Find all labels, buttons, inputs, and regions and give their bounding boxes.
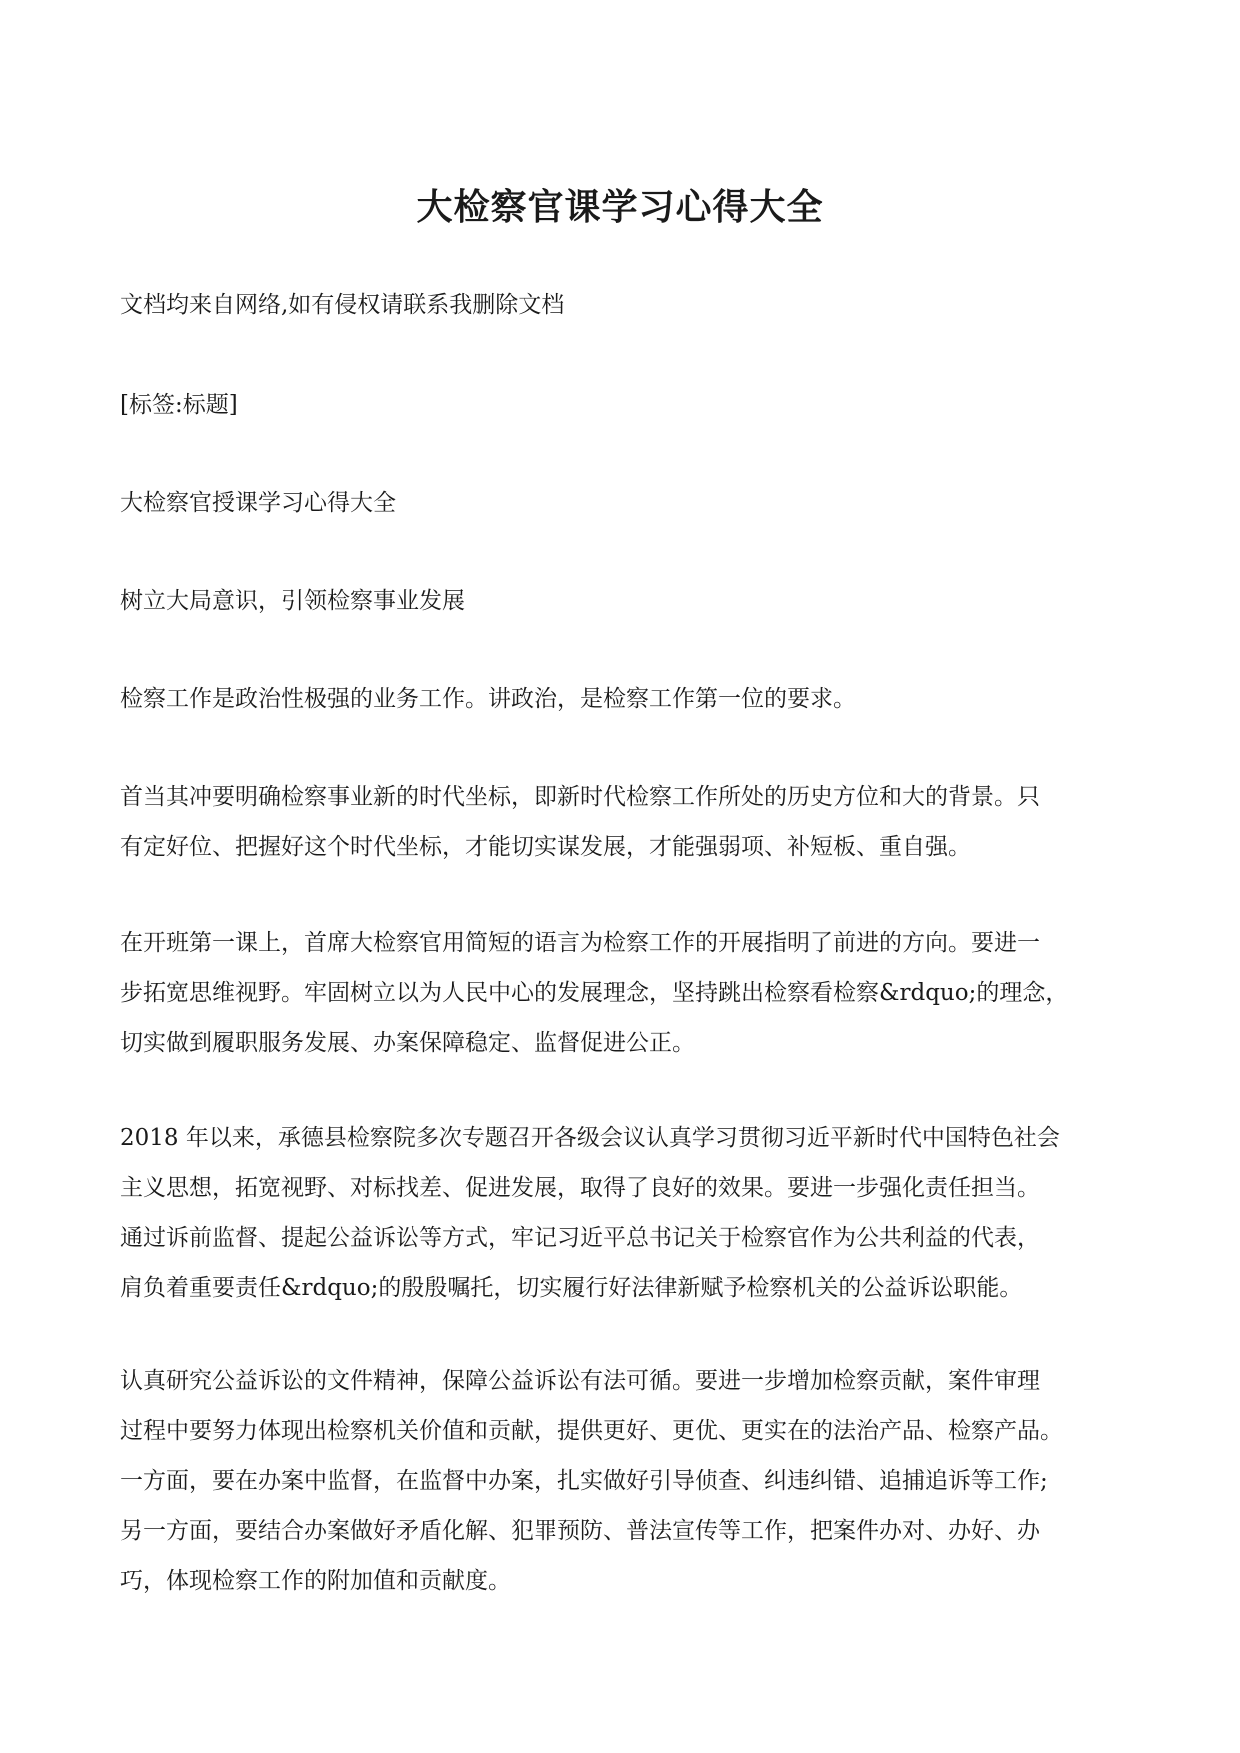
body-paragraph: 在开班第一课上，首席大检察官用简短的语言为检察工作的开展指明了前进的方向。要进一 步拓宽思维视野。牢固树立以为人民中心的发展理念，坚持跳出检察看检察&rdquo;的理念， 切实做到履职服务发展、办案保障稳定、监督促进公正。 [120,930,1069,1056]
subtitle-paragraph: 大检察官授课学习心得大全 [120,490,396,516]
document-title: 大检察官课学习心得大全 [416,186,824,229]
body-paragraph: 首当其冲要明确检察事业新的时代坐标，即新时代检察工作所处的历史方位和大的背景。只 有定好位、把握好这个时代坐标，才能切实谋发展，才能强弱项、补短板、重自强。 [120,784,1040,860]
disclaimer-paragraph: 文档均来自网络,如有侵权请联系我删除文档 [120,292,565,318]
section-heading-paragraph: 树立大局意识，引领检察事业发展 [120,588,465,614]
body-paragraph: 认真研究公益诉讼的文件精神，保障公益诉讼有法可循。要进一步增加检察贡献，案件审理 过程中要努力体现出检察机关价值和贡献，提供更好、更优、更实在的法治产品、检察产品。 一方面，要在办案中监督，在监督中办案，扎实做好引导侦查、纠违纠错、追捕追诉等工作; 另一方面，要结合办案做好矛盾化解、犯罪预防、普法宣传等工作，把案件办对、办好、办 巧，体现检察工作的附加值和贡献度。 [120,1368,1063,1594]
body-paragraph: 2018 年以来，承德县检察院多次专题召开各级会议认真学习贯彻习近平新时代中国特色社会 主义思想，拓宽视野、对标找差、促进发展，取得了良好的效果。要进一步强化责任担当。 通过诉前监督、提起公益诉讼等方式，牢记习近平总书记关于检察官作为公共利益的代表， 肩负着重要责任&rdquo;的殷殷嘱托，切实履行好法律新赋予检察机关的公益诉讼职能。 [120,1125,1060,1301]
tag-paragraph: [标签:标题] [120,392,238,418]
body-paragraph: 检察工作是政治性极强的业务工作。讲政治，是检察工作第一位的要求。 [120,686,856,712]
